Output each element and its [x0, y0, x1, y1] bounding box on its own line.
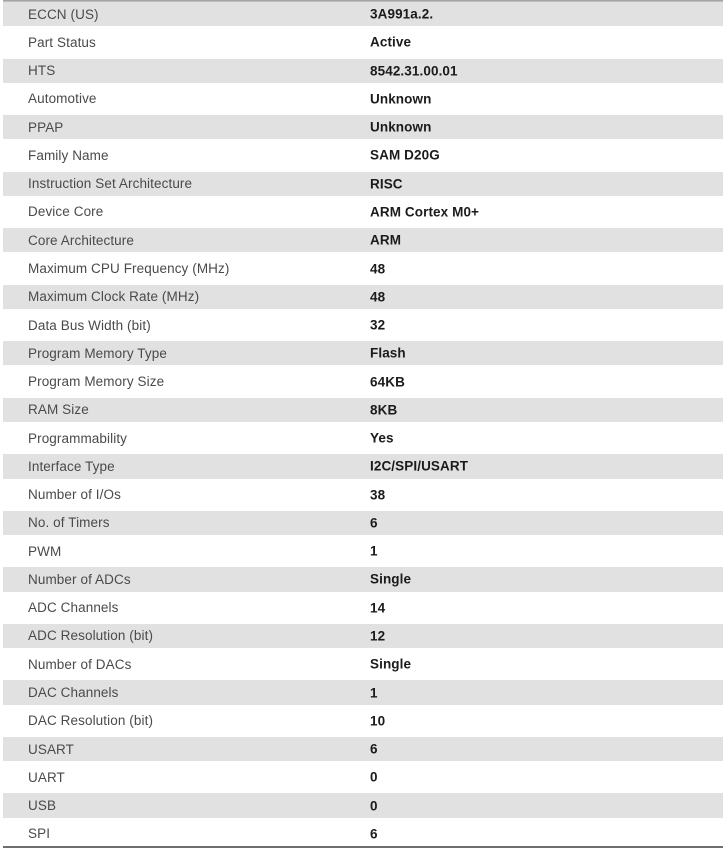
table-row — [3, 170, 723, 198]
attribute-label: PWM — [28, 543, 62, 559]
attribute-value: I2C/SPI/USART — [370, 458, 469, 474]
table-row — [3, 763, 723, 791]
table-row — [3, 85, 723, 113]
attribute-rows — [3, 0, 723, 848]
table-row — [3, 650, 723, 678]
table-row — [3, 481, 723, 509]
table-row — [3, 594, 723, 622]
attribute-value: 8542.31.00.01 — [370, 63, 458, 79]
attribute-value: Single — [370, 656, 412, 672]
table-row — [3, 367, 723, 395]
table-row — [3, 141, 723, 169]
table-row — [3, 735, 723, 763]
table-row — [3, 0, 723, 28]
attribute-label: Programmability — [28, 430, 128, 446]
attribute-label: RAM Size — [28, 402, 89, 418]
attribute-label: Number of I/Os — [28, 487, 121, 503]
attribute-value: 14 — [370, 600, 386, 616]
attribute-label: Data Bus Width (bit) — [28, 317, 151, 333]
attribute-value: ARM — [370, 232, 402, 248]
attribute-value: 0 — [370, 798, 378, 814]
attribute-label: ADC Channels — [28, 600, 119, 616]
attribute-label: DAC Resolution (bit) — [28, 713, 154, 729]
attribute-value: 8KB — [370, 402, 398, 418]
table-row — [3, 283, 723, 311]
attribute-label: SPI — [28, 826, 51, 842]
attribute-label: Program Memory Size — [28, 374, 165, 390]
table-row — [3, 707, 723, 735]
attribute-label: PPAP — [28, 119, 64, 135]
attribute-value: 1 — [370, 685, 378, 700]
attribute-label: Part Status — [28, 34, 96, 50]
attribute-value: 1 — [370, 543, 378, 559]
attribute-label: USB — [28, 798, 57, 814]
attribute-value: 48 — [370, 289, 386, 305]
attribute-label: Maximum Clock Rate (MHz) — [28, 289, 200, 305]
attribute-value: RISC — [370, 176, 403, 192]
attribute-label: Instruction Set Architecture — [28, 176, 193, 192]
table-row — [3, 226, 723, 254]
attribute-value: 6 — [370, 741, 378, 757]
attribute-value: Yes — [370, 430, 394, 446]
attribute-label: DAC Channels — [28, 685, 119, 700]
attribute-label: HTS — [28, 63, 56, 79]
attribute-value: Unknown — [370, 119, 432, 135]
attribute-label: Interface Type — [28, 458, 115, 474]
attribute-value: 32 — [370, 317, 386, 333]
table-row — [3, 791, 723, 819]
table-row — [3, 565, 723, 593]
attribute-label: Automotive — [28, 91, 97, 107]
attribute-value: 64KB — [370, 374, 405, 390]
attribute-label: UART — [28, 769, 65, 785]
attribute-label: Core Architecture — [28, 232, 134, 248]
attribute-label: Number of ADCs — [28, 571, 131, 587]
table-row — [3, 452, 723, 480]
table-row — [3, 198, 723, 226]
table-row — [3, 678, 723, 706]
attribute-value: ARM Cortex M0+ — [370, 204, 480, 220]
table-row — [3, 311, 723, 339]
attribute-value: SAM D20G — [370, 147, 440, 163]
attribute-label: Maximum CPU Frequency (MHz) — [28, 261, 230, 277]
table-row — [3, 509, 723, 537]
attribute-value: 10 — [370, 713, 386, 729]
table-row — [3, 622, 723, 650]
attribute-label: ADC Resolution (bit) — [28, 628, 154, 644]
attribute-value: 3A991a.2. — [370, 6, 434, 22]
attribute-label: Program Memory Type — [28, 345, 167, 361]
table-row — [3, 28, 723, 56]
attribute-value: Single — [370, 571, 412, 587]
attribute-value: 0 — [370, 769, 378, 785]
attribute-value: 12 — [370, 628, 386, 644]
attribute-label: Device Core — [28, 204, 104, 220]
table-row — [3, 113, 723, 141]
table-row — [3, 820, 723, 848]
attribute-value: 6 — [370, 515, 378, 531]
attribute-label: Number of DACs — [28, 656, 132, 672]
table-top-rule — [3, 0, 723, 2]
attribute-label: Family Name — [28, 147, 109, 163]
table-row — [3, 254, 723, 282]
table-row — [3, 537, 723, 565]
attribute-value: 38 — [370, 487, 386, 503]
attribute-value: 6 — [370, 826, 378, 842]
attribute-label: ECCN (US) — [28, 6, 99, 22]
attribute-label: USART — [28, 741, 75, 757]
attribute-value: Active — [370, 34, 412, 50]
attribute-label: No. of Timers — [28, 515, 110, 531]
attribute-value: Flash — [370, 345, 406, 361]
table-row — [3, 339, 723, 367]
table-row — [3, 57, 723, 85]
attribute-value: Unknown — [370, 91, 432, 107]
table-row — [3, 396, 723, 424]
table-row — [3, 424, 723, 452]
attribute-value: 48 — [370, 261, 386, 277]
